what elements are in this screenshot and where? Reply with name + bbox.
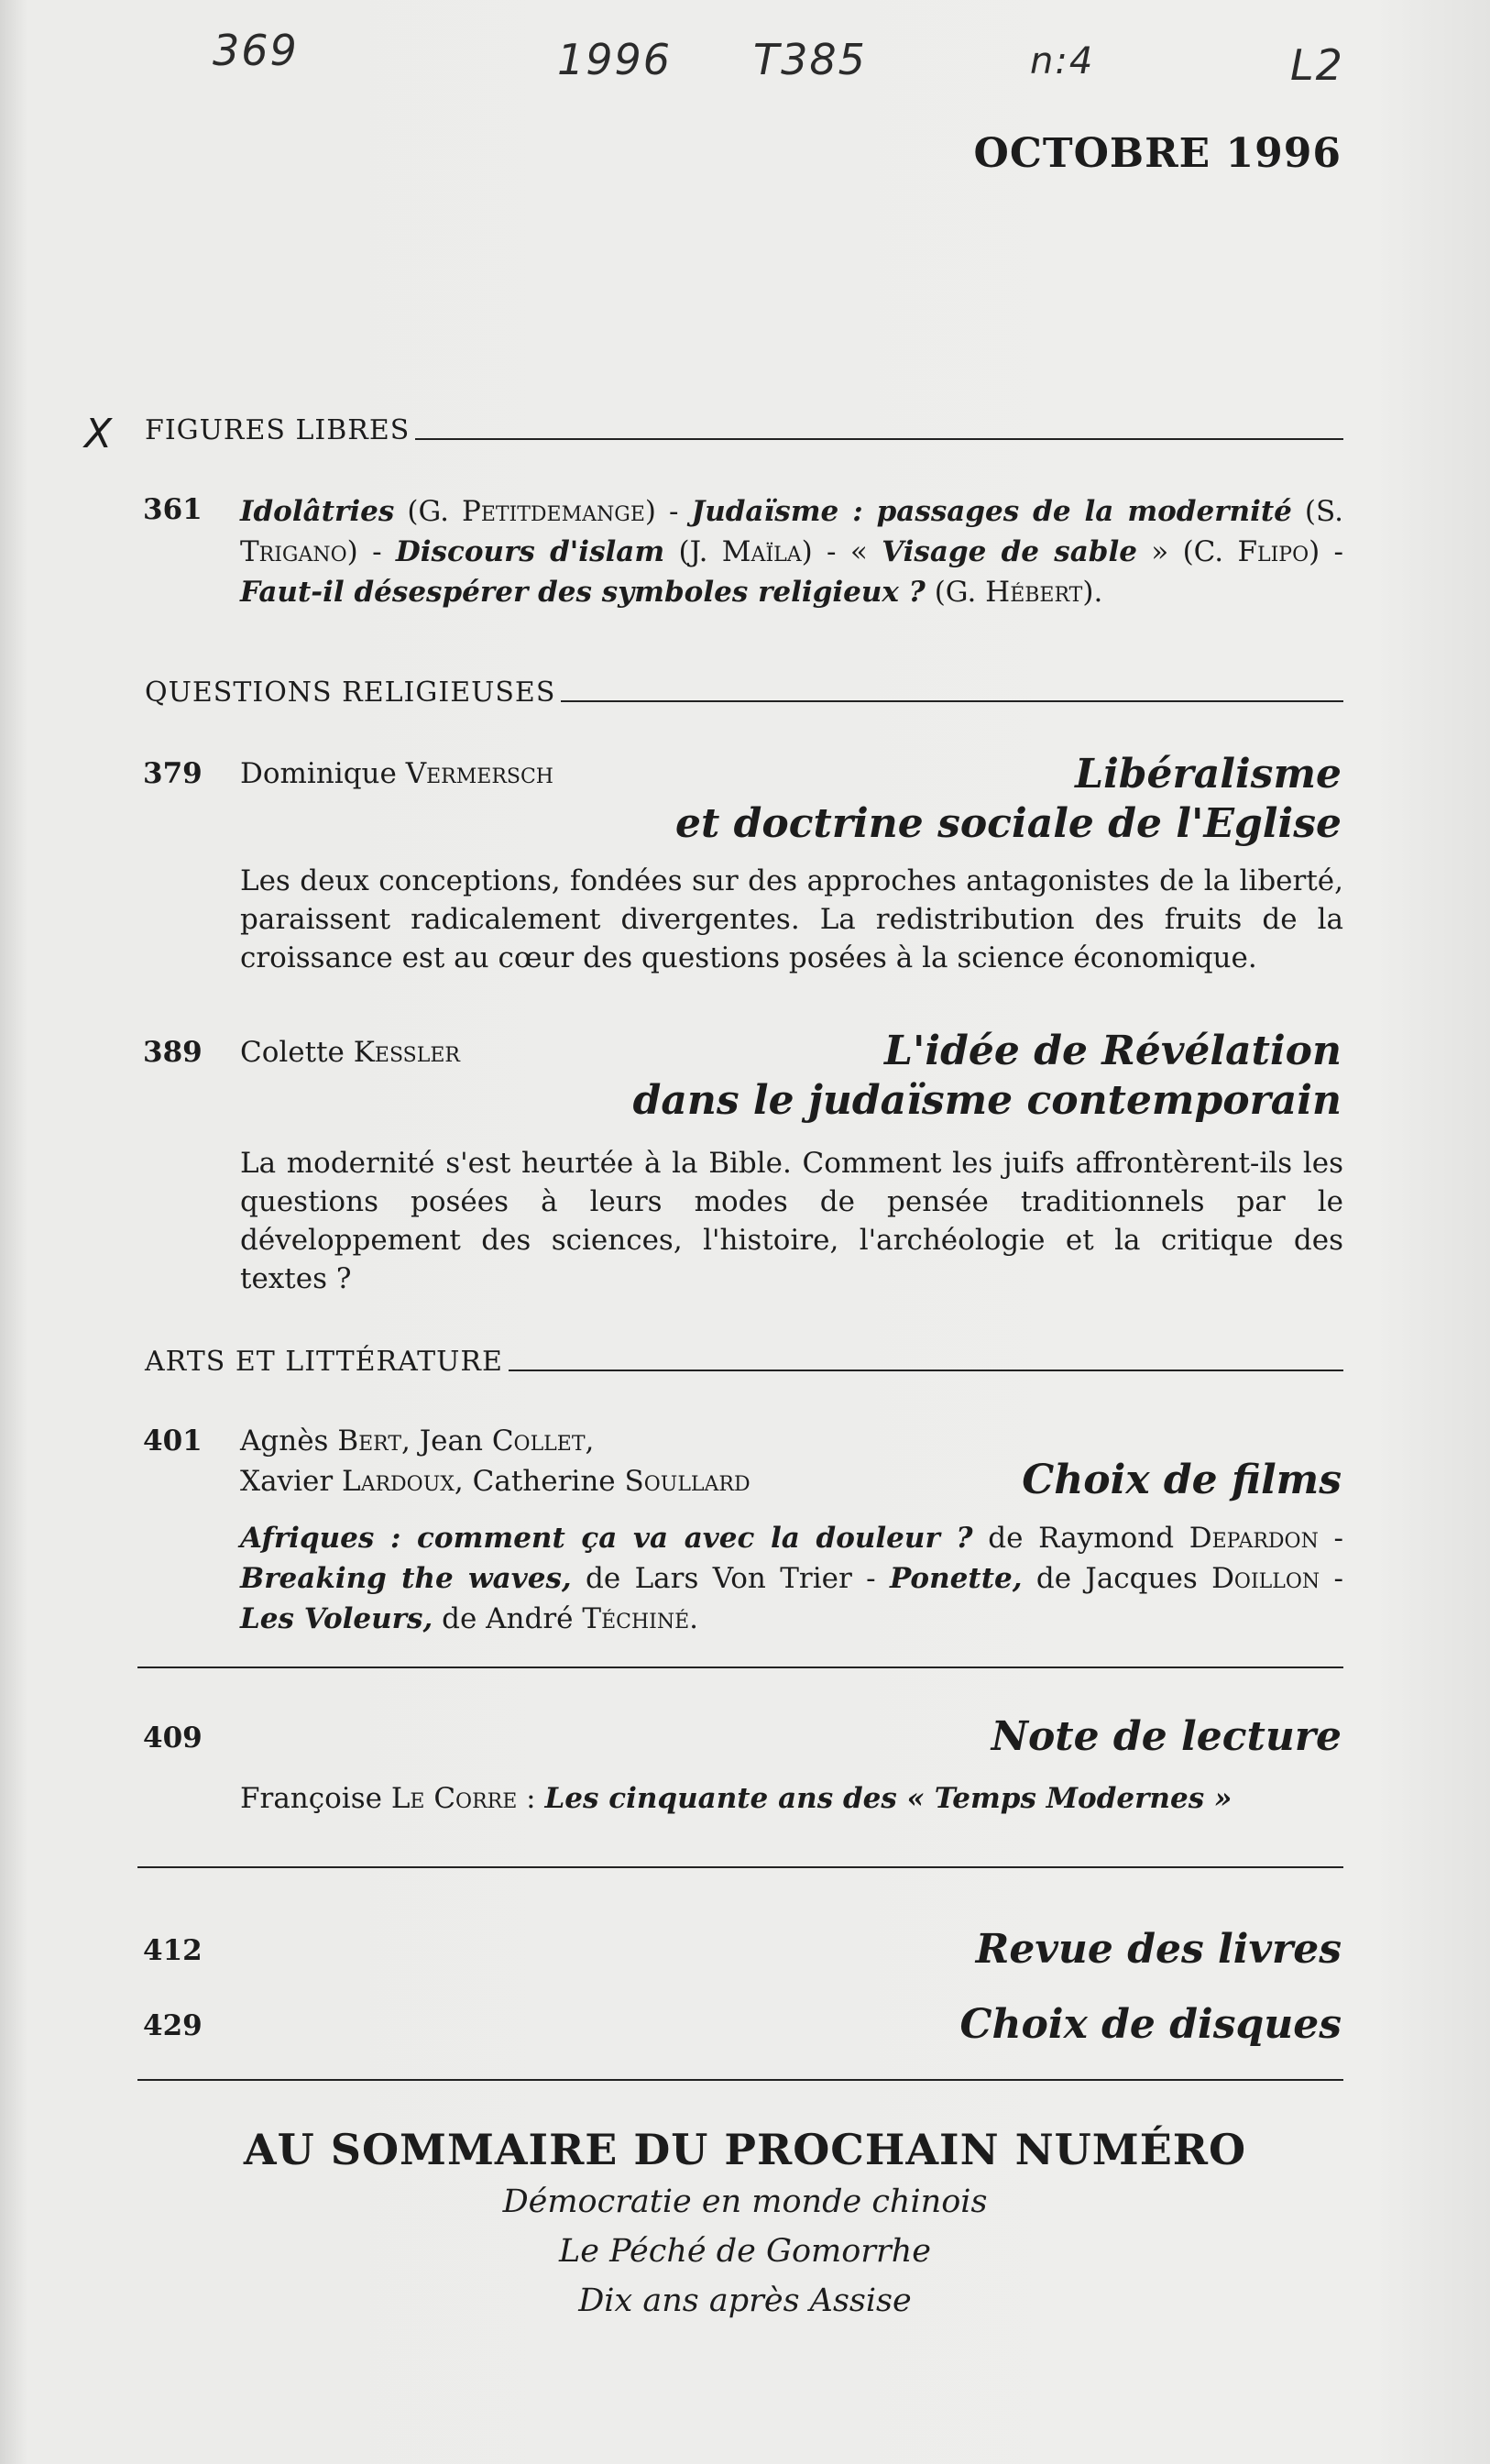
films-list: Afriques : comment ça va avec la douleur ? de Raymond Depardon - Breaking the waves, de Lars Von Trier - Ponette, de Jacques Doillon - Les Voleurs, de André Téchiné. xyxy=(240,1522,1343,1635)
section-rule xyxy=(561,700,1343,702)
article-title-revue-des-livres: Revue des livres xyxy=(975,1926,1342,1973)
handwritten-shelf: L2 xyxy=(1290,40,1344,90)
summary-379: Les deux conceptions, fondées sur des approches antagonistes de la liberté, paraissent radicalement divergentes. La redistribution des fruits de la croissance est au cœur des questions posées à la science économique. xyxy=(240,864,1343,974)
summary-389: La modernité s'est heurtée à la Bible. Comment les juifs affrontèrent-ils les questions posées à leurs modes de pensée traditionnels par le développement des sciences, l'histoire, l'archéologie et la critique des textes ? xyxy=(240,1147,1343,1295)
issue-date: OCTOBRE 1996 xyxy=(973,130,1342,177)
article-title-choix-de-disques: Choix de disques xyxy=(959,2001,1342,2048)
divider-2 xyxy=(137,1866,1343,1868)
section-figures-libres xyxy=(145,414,1343,446)
divider-1 xyxy=(137,1666,1343,1668)
article-title-revelation xyxy=(633,1027,1342,1126)
page-number-401: 401 xyxy=(143,1424,203,1458)
handwritten-ref-number: 369 xyxy=(213,26,299,75)
handwritten-code: T385 xyxy=(753,35,867,84)
section-arts-litterature xyxy=(145,1346,1343,1378)
author-vermersch: Dominique Vermersch xyxy=(240,757,553,790)
author-kessler: Colette Kessler xyxy=(240,1036,460,1069)
title-line-1: L'idée de Révélation xyxy=(884,1028,1342,1074)
article-title-choix-de-films: Choix de films xyxy=(1022,1457,1342,1503)
author-flipo: » (C. Flipo) - xyxy=(1136,535,1344,568)
page-number-412: 412 xyxy=(143,1934,203,1967)
page-number-379: 379 xyxy=(143,757,203,790)
author-petitdemange: (G. Petitdemange) - xyxy=(407,495,692,528)
title-line-2: dans le judaïsme contemporain xyxy=(632,1077,1342,1124)
title-idolatries: Idolâtries xyxy=(240,495,395,528)
title-visage-de-sable: Visage de sable xyxy=(882,535,1137,568)
title-line-1: Libéralisme xyxy=(1075,751,1342,798)
author-hebert: (G. Hébert). xyxy=(925,576,1103,609)
page-number-429: 429 xyxy=(143,2009,203,2042)
handwritten-issue: n:4 xyxy=(1030,40,1095,82)
next-issue-item-1: Démocratie en monde chinois xyxy=(502,2184,988,2220)
page-number-361: 361 xyxy=(143,493,203,526)
next-issue-item-3: Dix ans après Assise xyxy=(578,2282,912,2319)
author-maila: (J. Maïla) - « xyxy=(664,535,882,568)
authors-line-2: Xavier Lardoux, Catherine Soullard xyxy=(240,1465,750,1498)
section-title: QUESTIONS RELIGIEUSES xyxy=(145,676,556,709)
page-number-389: 389 xyxy=(143,1036,203,1069)
section-title: FIGURES LIBRES xyxy=(145,414,411,446)
next-issue-item-2: Le Péché de Gomorrhe xyxy=(558,2233,931,2270)
section-questions-religieuses xyxy=(145,676,1343,709)
section-title: ARTS ET LITTÉRATURE xyxy=(145,1346,503,1378)
author-trigano: (S. Trigano) - xyxy=(240,495,1344,568)
article-title-liberalisme xyxy=(675,750,1342,849)
check-mark: X xyxy=(84,411,113,457)
page-number-409: 409 xyxy=(143,1722,203,1754)
section-rule xyxy=(509,1370,1343,1371)
note-de-lecture-line: Françoise Le Corre : Les cinquante ans des « Temps Modernes » xyxy=(240,1782,1233,1815)
entry-361-text xyxy=(240,491,1343,612)
title-discours-islam: Discours d'islam xyxy=(395,535,665,568)
handwritten-year: 1996 xyxy=(557,35,673,84)
article-title-note-de-lecture: Note de lecture xyxy=(991,1713,1342,1760)
divider-3 xyxy=(137,2079,1343,2081)
next-issue-heading: AU SOMMAIRE DU PROCHAIN NUMÉRO xyxy=(243,2125,1247,2174)
title-symboles-religieux: Faut-il désespérer des symboles religieux ? xyxy=(240,576,926,609)
section-rule xyxy=(415,438,1343,440)
authors-401 xyxy=(240,1421,750,1502)
title-judaisme: Judaïsme : passages de la modernité xyxy=(691,495,1292,528)
title-line-2: et doctrine sociale de l'Eglise xyxy=(675,800,1342,847)
authors-line-1: Agnès Bert, Jean Collet, xyxy=(240,1424,595,1458)
